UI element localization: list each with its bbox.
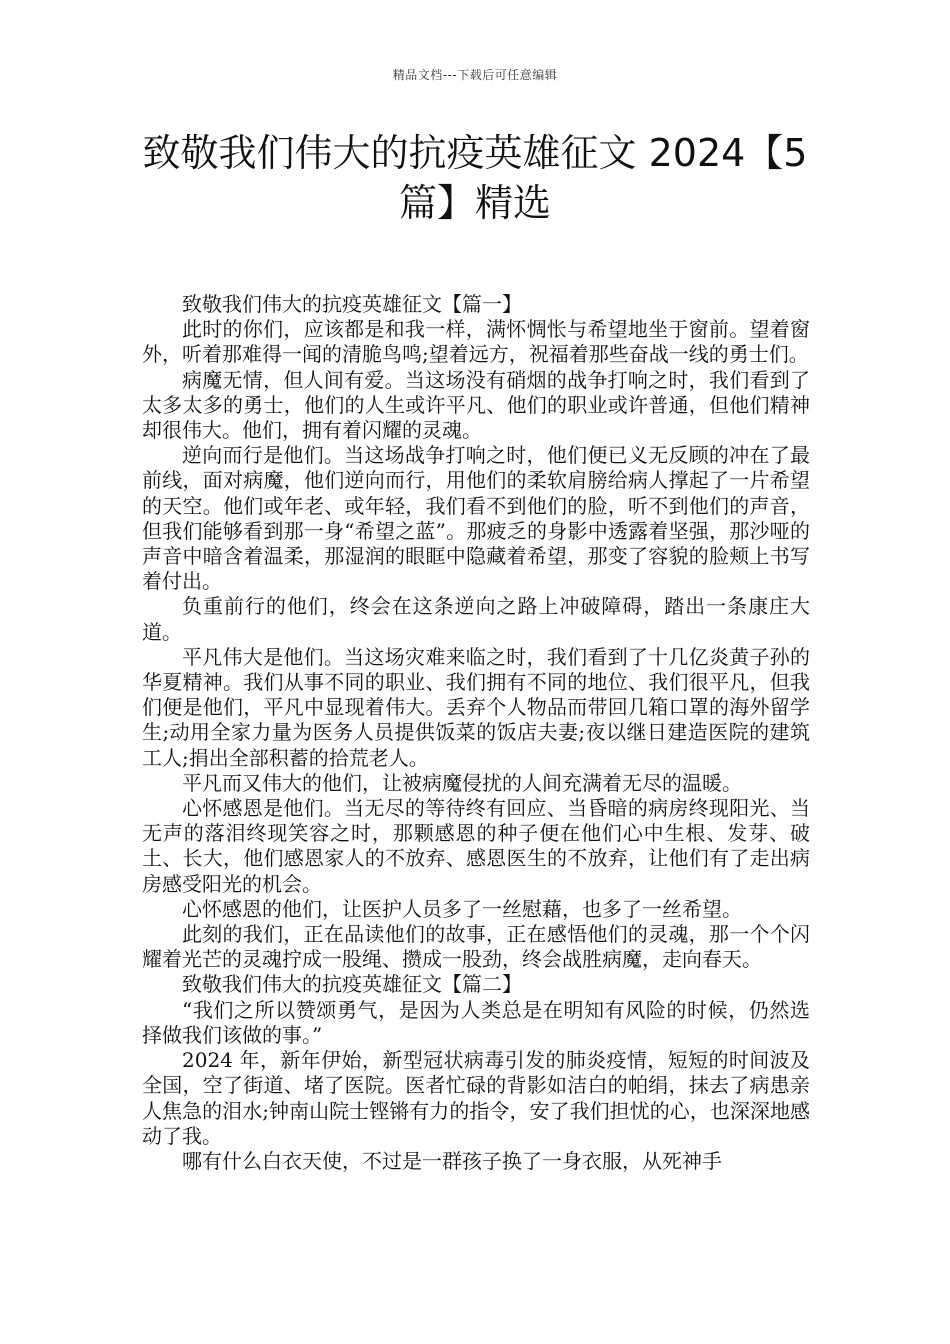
paragraph: 病魔无情，但人间有爱。当这场没有硝烟的战争打响之时，我们看到了太多太多的勇士，他们的人生或许平凡、他们的职业或许普通，但他们精神却很伟大。他们，拥有着闪耀的灵魂。 xyxy=(142,367,810,443)
paragraph: 平凡伟大是他们。当这场灾难来临之时，我们看到了十几亿炎黄子孙的华夏精神。我们从事不同的职业、我们拥有不同的地位、我们很平凡，但我们便是他们，平凡中显现着伟大。丢弃个人物品而带回几箱口罩的海外留学生;动用全家力量为医务人员提供饭菜的饭店夫妻;夜以继日建造医院的建筑工人;捐出全部积蓄的拾荒老人。 xyxy=(142,644,810,770)
paragraph: 此时的你们，应该都是和我一样，满怀惆怅与希望地坐于窗前。望着窗外，听着那难得一闻的清脆鸟鸣;望着远方，祝福着那些奋战一线的勇士们。 xyxy=(142,317,810,367)
paragraph: 此刻的我们，正在品读他们的故事，正在感悟他们的灵魂，那一个个闪耀着光芒的灵魂拧成一股绳、攒成一股劲，终会战胜病魔，走向春天。 xyxy=(142,922,810,972)
quote-paragraph: “我们之所以赞颂勇气，是因为人类总是在明知有风险的时候，仍然选择做我们该做的事。” xyxy=(142,997,810,1047)
paragraph: 2024 年，新年伊始，新型冠状病毒引发的肺炎疫情，短短的时间波及全国，空了街道、堵了医院。医者忙碌的背影如洁白的帕绢，抹去了病患亲人焦急的泪水;钟南山院士铿锵有力的指令，安了我们担忧的心，也深深地感动了我。 xyxy=(142,1048,810,1148)
paragraph: 负重前行的他们，终会在这条逆向之路上冲破障碍，踏出一条康庄大道。 xyxy=(142,594,810,644)
paragraph: 哪有什么白衣天使，不过是一群孩子换了一身衣服，从死神手 xyxy=(182,1148,722,1173)
section-heading-2: 致敬我们伟大的抗疫英雄征文【篇二】 xyxy=(182,972,522,997)
header-note: 精品文档---下载后可任意编辑 xyxy=(392,68,558,82)
paragraph: 心怀感恩的他们，让医护人员多了一丝慰藉，也多了一丝希望。 xyxy=(182,896,742,921)
section-heading-1: 致敬我们伟大的抗疫英雄征文【篇一】 xyxy=(182,292,522,316)
document-body xyxy=(142,292,810,1174)
paragraph: 心怀感恩是他们。当无尽的等待终有回应、当昏暗的病房终现阳光、当无声的落泪终现笑容之时，那颗感恩的种子便在他们心中生根、发芽、破土、长大，他们感恩家人的不放弃、感恩医生的不放弃，让他们有了走出病房感受阳光的机会。 xyxy=(142,796,810,896)
paragraph: 平凡而又伟大的他们，让被病魔侵扰的人间充满着无尽的温暖。 xyxy=(182,770,742,795)
document-title: 致敬我们伟大的抗疫英雄征文 2024【5 篇】精选 xyxy=(142,131,808,225)
paragraph: 逆向而行是他们。当这场战争打响之时，他们便已义无反顾的冲在了最前线，面对病魔，他们逆向而行，用他们的柔软肩膀给病人撑起了一片希望的天空。他们或年老、或年轻，我们看不到他们的脸，听不到他们的声音，但我们能够看到那一身“希望之蓝”。那疲乏的身影中透露着坚强，那沙哑的声音中暗含着温柔，那湿润的眼眶中隐藏着希望，那变了容貌的脸颊上书写着付出。 xyxy=(142,443,810,594)
